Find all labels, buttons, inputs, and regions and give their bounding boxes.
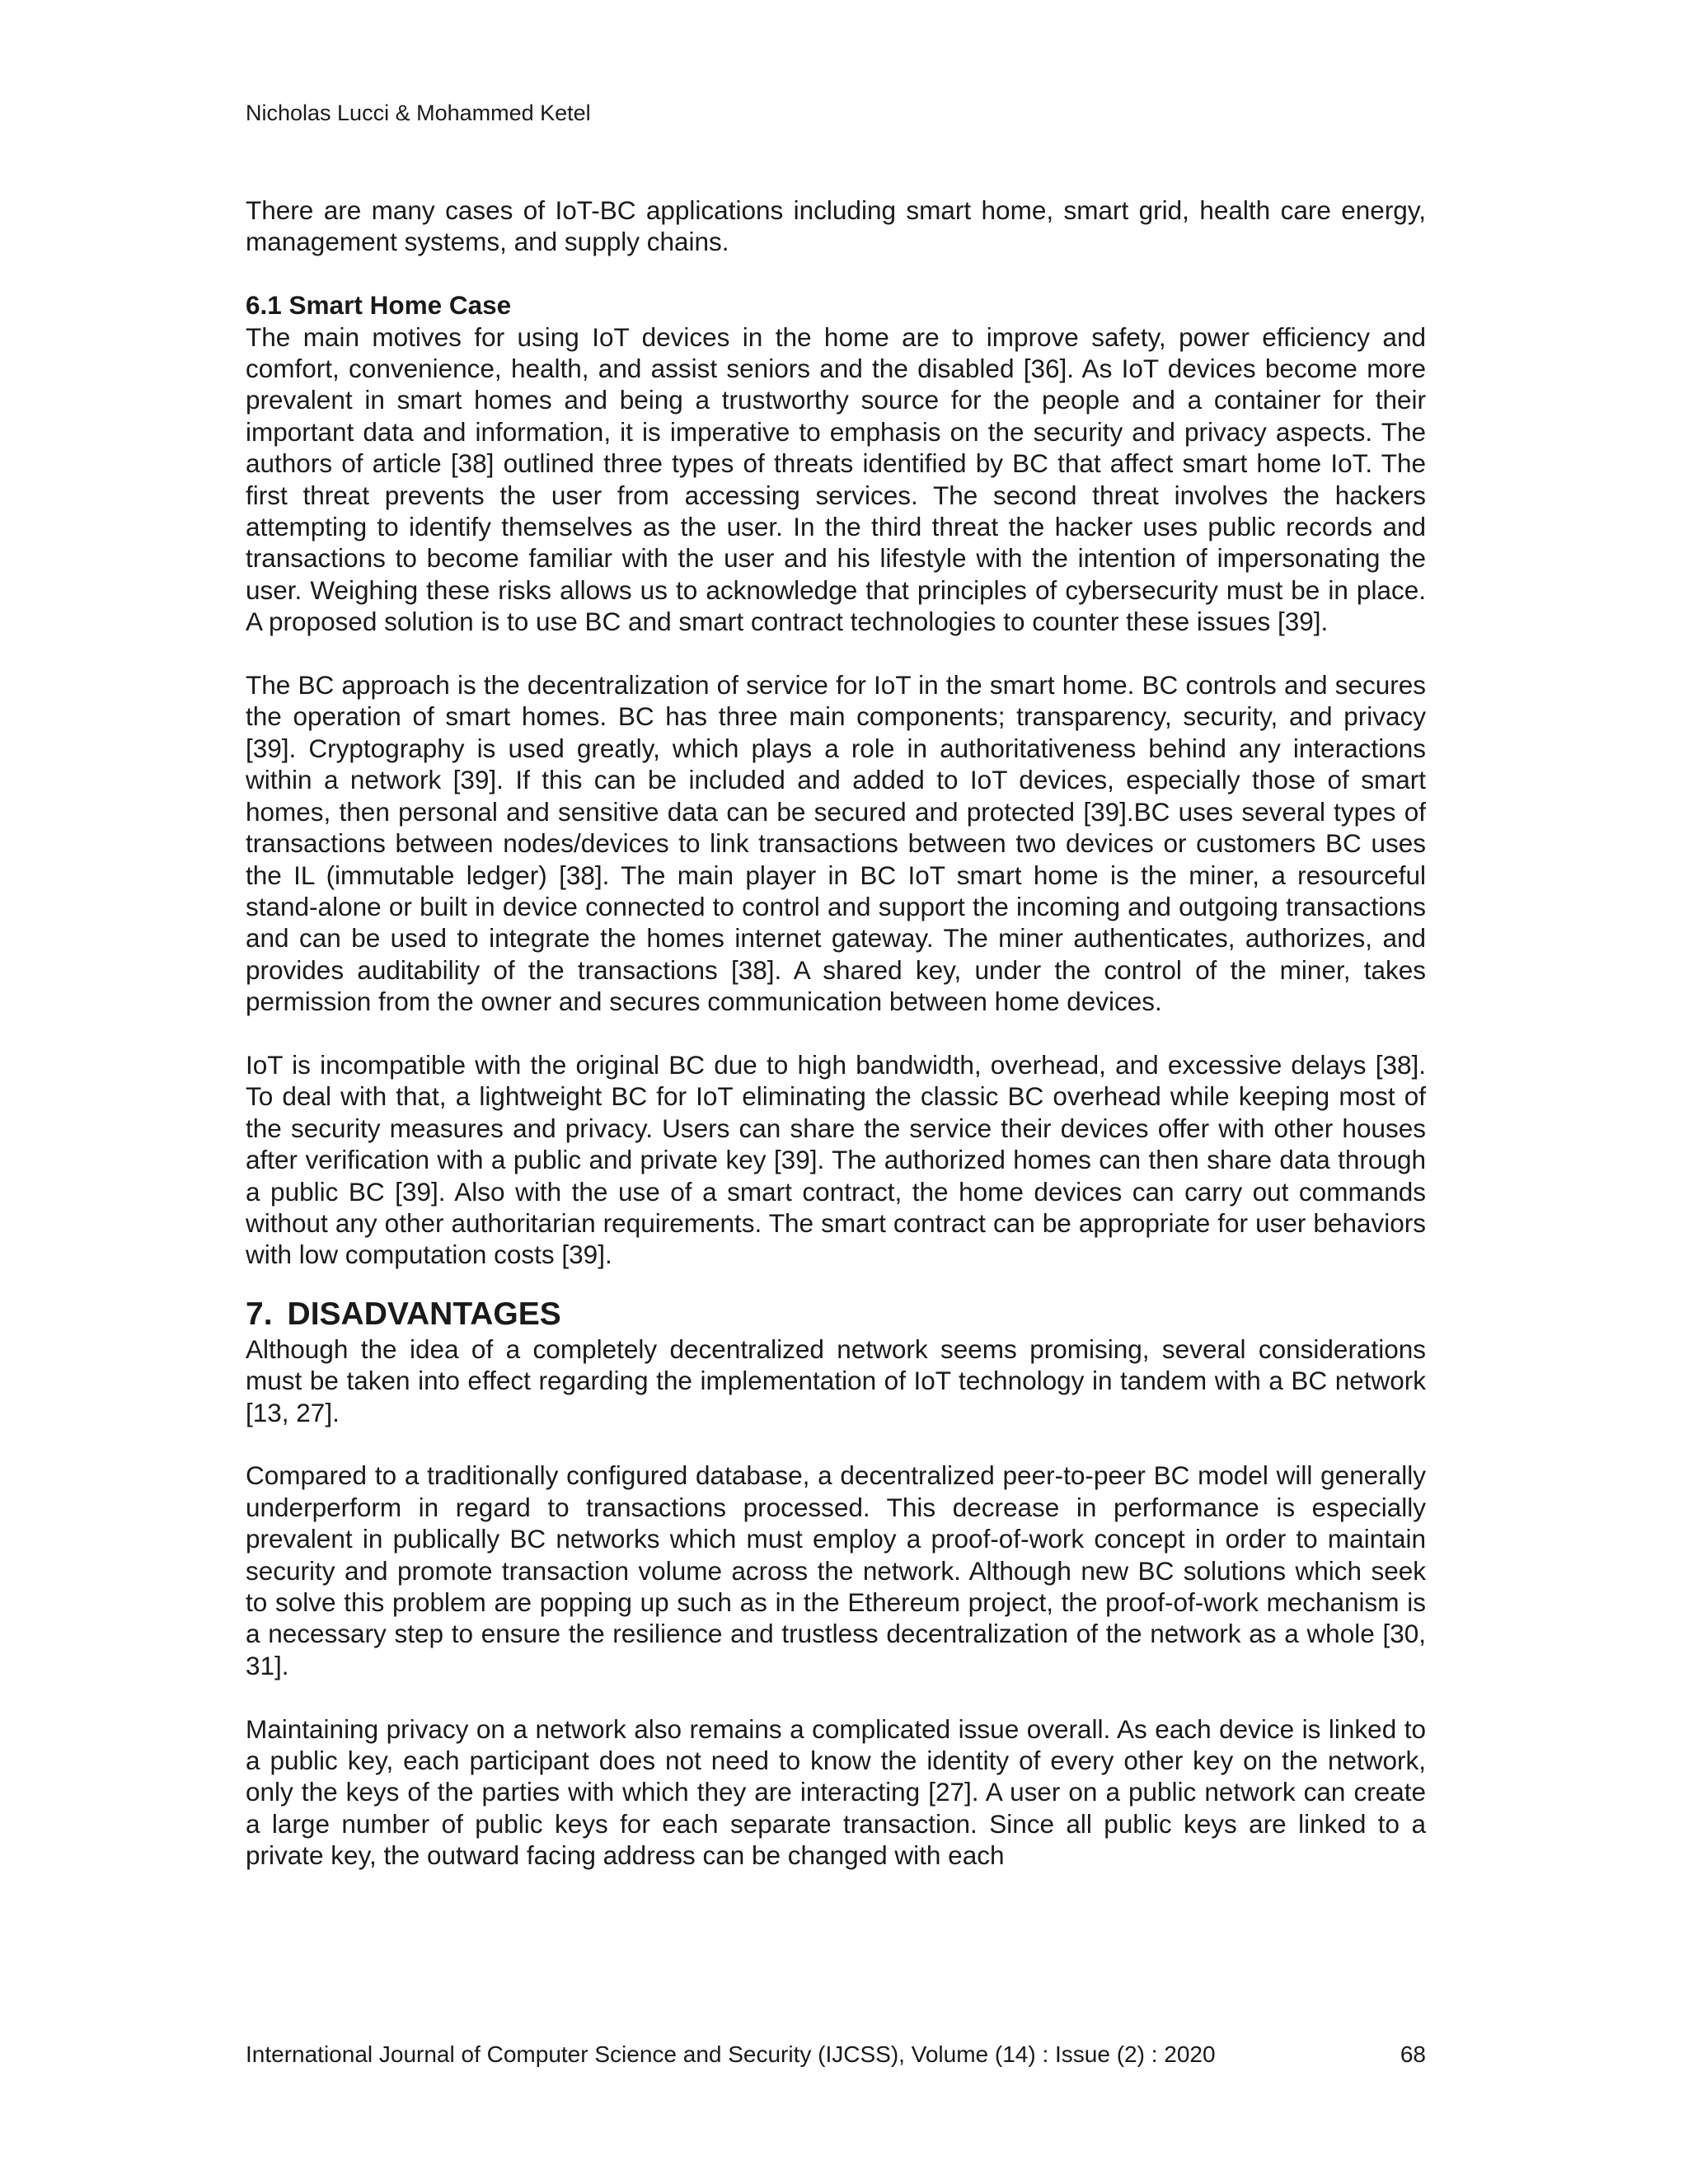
section-title: DISADVANTAGES — [287, 1296, 561, 1332]
body-text — [246, 194, 1426, 1872]
subsection-heading-6-1: 6.1 Smart Home Case — [246, 290, 512, 321]
paragraph-6-1-b: The BC approach is the decentralization of service for IoT in the smart home. BC controls and secures the operation of smart homes. BC has three main components; transparency, security, and privacy [39]. Cryptography is used greatly, which plays a role in authoritativeness behind any interactions within a network [39]. If this can be included and added to IoT devices, especially those of smart homes, then personal and sensitive data can be secured and protected [39].BC uses several types of transactions between nodes/devices to link transactions between two devices or customers BC uses the IL (immutable ledger) [38]. The main player in BC IoT smart home is the miner, a resourceful stand-alone or built in device connected to control and support the incoming and outgoing transactions and can be used to integrate the homes internet gateway. The miner authenticates, authorizes, and provides auditability of the transactions [38]. A shared key, under the control of the miner, takes permission from the owner and secures communication between home devices. — [246, 670, 1426, 1017]
footer-journal: International Journal of Computer Science and Security (IJCSS), Volume (14) : Issue (2) : 2020 — [246, 2041, 1216, 2067]
running-head-authors: Nicholas Lucci & Mohammed Ketel — [246, 101, 591, 125]
paragraph-7-a: Although the idea of a completely decentralized network seems promising, several considerations must be taken into effect regarding the implementation of IoT technology in tandem with a BC network [13, 27]. — [246, 1333, 1426, 1427]
paragraph-7-b: Compared to a traditionally configured database, a decentralized peer-to-peer BC model will generally underperform in regard to transactions processed. This decrease in performance is especially prevalent in publically BC networks which must employ a proof-of-work concept in order to maintain security and promote transaction volume across the network. Although new BC solutions which seek to solve this problem are popping up such as in the Ethereum project, the proof-of-work mechanism is a necessary step to ensure the resilience and trustless decentralization of the network as a whole [30, 31]. — [246, 1460, 1426, 1680]
paragraph-7-c: Maintaining privacy on a network also remains a complicated issue overall. As each device is linked to a public key, each participant does not need to know the identity of every other key on the network, only the keys of the parties with which they are interacting [27]. A user on a public network can create a large number of public keys for each separate transaction. Since all public keys are linked to a private key, the outward facing address can be changed with each — [246, 1713, 1426, 1871]
page-number: 68 — [1400, 2041, 1426, 2067]
paragraph-6-1-c: IoT is incompatible with the original BC due to high bandwidth, overhead, and excessive delays [38]. To deal with that, a lightweight BC for IoT eliminating the classic BC overhead while keeping most of the security measures and privacy. Users can share the service their devices offer with other houses after verification with a public and private key [39]. The authorized homes can then share data through a public BC [39]. Also with the use of a smart contract, the home devices can carry out commands without any other authoritarian requirements. The smart contract can be appropriate for user behaviors with low computation costs [39]. — [246, 1049, 1426, 1270]
paragraph-6-1-a: The main motives for using IoT devices in the home are to improve safety, power efficiency and comfort, convenience, health, and assist seniors and the disabled [36]. As IoT devices become more prevalent in smart homes and being a trustworthy source for the people and a container for their important data and information, it is imperative to emphasis on the security and privacy aspects. The authors of article [38] outlined three types of threats identified by BC that affect smart home IoT. The first threat prevents the user from accessing services. The second threat involves the hackers attempting to identify themselves as the user. In the third threat the hacker uses public records and transactions to become familiar with the user and his lifestyle with the intention of impersonating the user. Weighing these risks allows us to acknowledge that principles of cybersecurity must be in place. A proposed solution is to use BC and smart contract technologies to counter these issues [39]. — [246, 321, 1426, 637]
section-number: 7. — [246, 1296, 273, 1332]
intro-paragraph: There are many cases of IoT-BC applications including smart home, smart grid, health care energy, management systems, and supply chains. — [246, 195, 1426, 257]
section-heading-7 — [246, 1296, 1426, 1333]
